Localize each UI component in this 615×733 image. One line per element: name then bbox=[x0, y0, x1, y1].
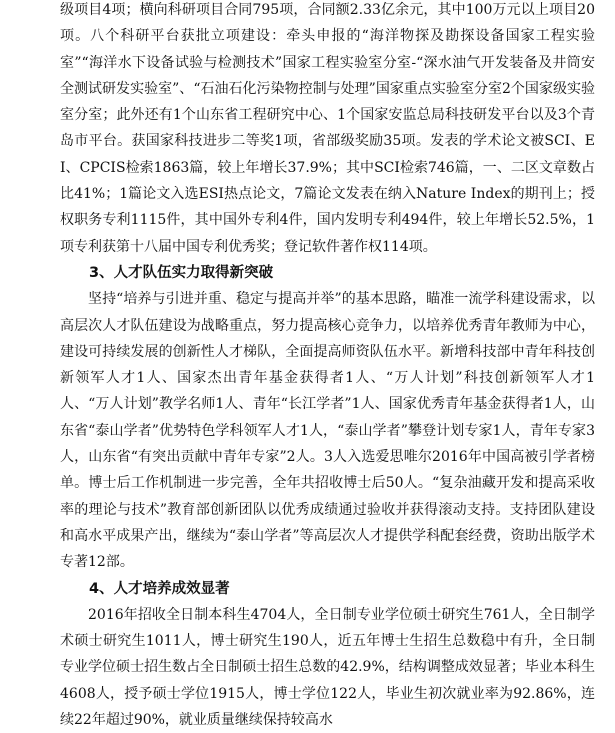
paragraph-talent-cultivation: 2016年招收全日制本科生4704人，全日制专业学位硕士研究生761人，全日制学术硕士研究生1011人，博士研究生190人，近五年博士生招生总数稳中有升，全日制专业学位硕士招生数占全日制硕士招生总数的42.9%，结构调整成效显著；毕业本科生4608人，授予硕士学位1915人，博士学位122人，毕业生初次就业率为92.86%，连续22年超过90%，就业质量继续保持较高水 bbox=[60, 606, 595, 729]
paragraph-research-results: 级项目4项；横向科研项目合同795项，合同额2.33亿余元，其中100万元以上项目20项。八个科研平台获批立项建设：牵头申报的“海洋物探及勘探设备国家工程实验室”“海洋水下设备试验与检测技术”国家工程实验室分室-“深水油气开发装备及井筒安全测试研发实验室”、“石油石化污染物控制与处理”国家重点实验室分室2个国家级实验室分室；此外还有1个山东省工程研究中心、1个国家安监总局科技研发平台以及3个青岛市平台。获国家科技进步二等奖1项，省部级奖励35项。发表的学术论文被SCI、EI、CPCIS检索1863篇，较上年增长37.9%；其中SCI检索746篇，一、二区文章数占比41%；1篇论文入选ESI热点论文，7篇论文发表在纳入Nature Index的期刊上；授权职务专利1115件，其中国外专利4件，国内发明专利494件，较上年增长52.5%，1项专利获第十八届中国专利优秀奖；登记软件著作权114项。 bbox=[60, 2, 595, 255]
section-heading-talent-team: 3、人才队伍实力取得新突破 bbox=[89, 264, 274, 281]
paragraph-talent-team: 坚持“培养与引进并重、稳定与提高并举”的基本思路，瞄准一流学科建设需求，以高层次人才队伍建设为战略重点，努力提高核心竞争力，以培养优秀青年教师为中心，建设可持续发展的创新性人才梯队，全面提高师资队伍水平。新增科技部中青年科技创新领军人才1人、国家杰出青年基金获得者1人、“万人计划”科技创新领军人才1人、“万人计划”教学名师1人、青年“长江学者”1人、国家优秀青年基金获得者1人，山东省“泰山学者”优势特色学科领军人才1人，“泰山学者”攀登计划专家1人，青年专家3人，山东省“有突出贡献中青年专家”2人。3人入选爱思唯尔2016年中国高被引学者榜单。博士后工作机制进一步完善，全年共招收博士后50人。“复杂油藏开发和提高采收率的理论与技术”教育部创新团队以优秀成绩通过验收并获得滚动支持。支持团队建设和高水平成果产出，继续为“泰山学者”等高层次人才提供学科配套经费，资助出版学术专著12部。 bbox=[60, 291, 595, 571]
section-heading-talent-cultivation: 4、人才培养成效显著 bbox=[89, 580, 230, 597]
